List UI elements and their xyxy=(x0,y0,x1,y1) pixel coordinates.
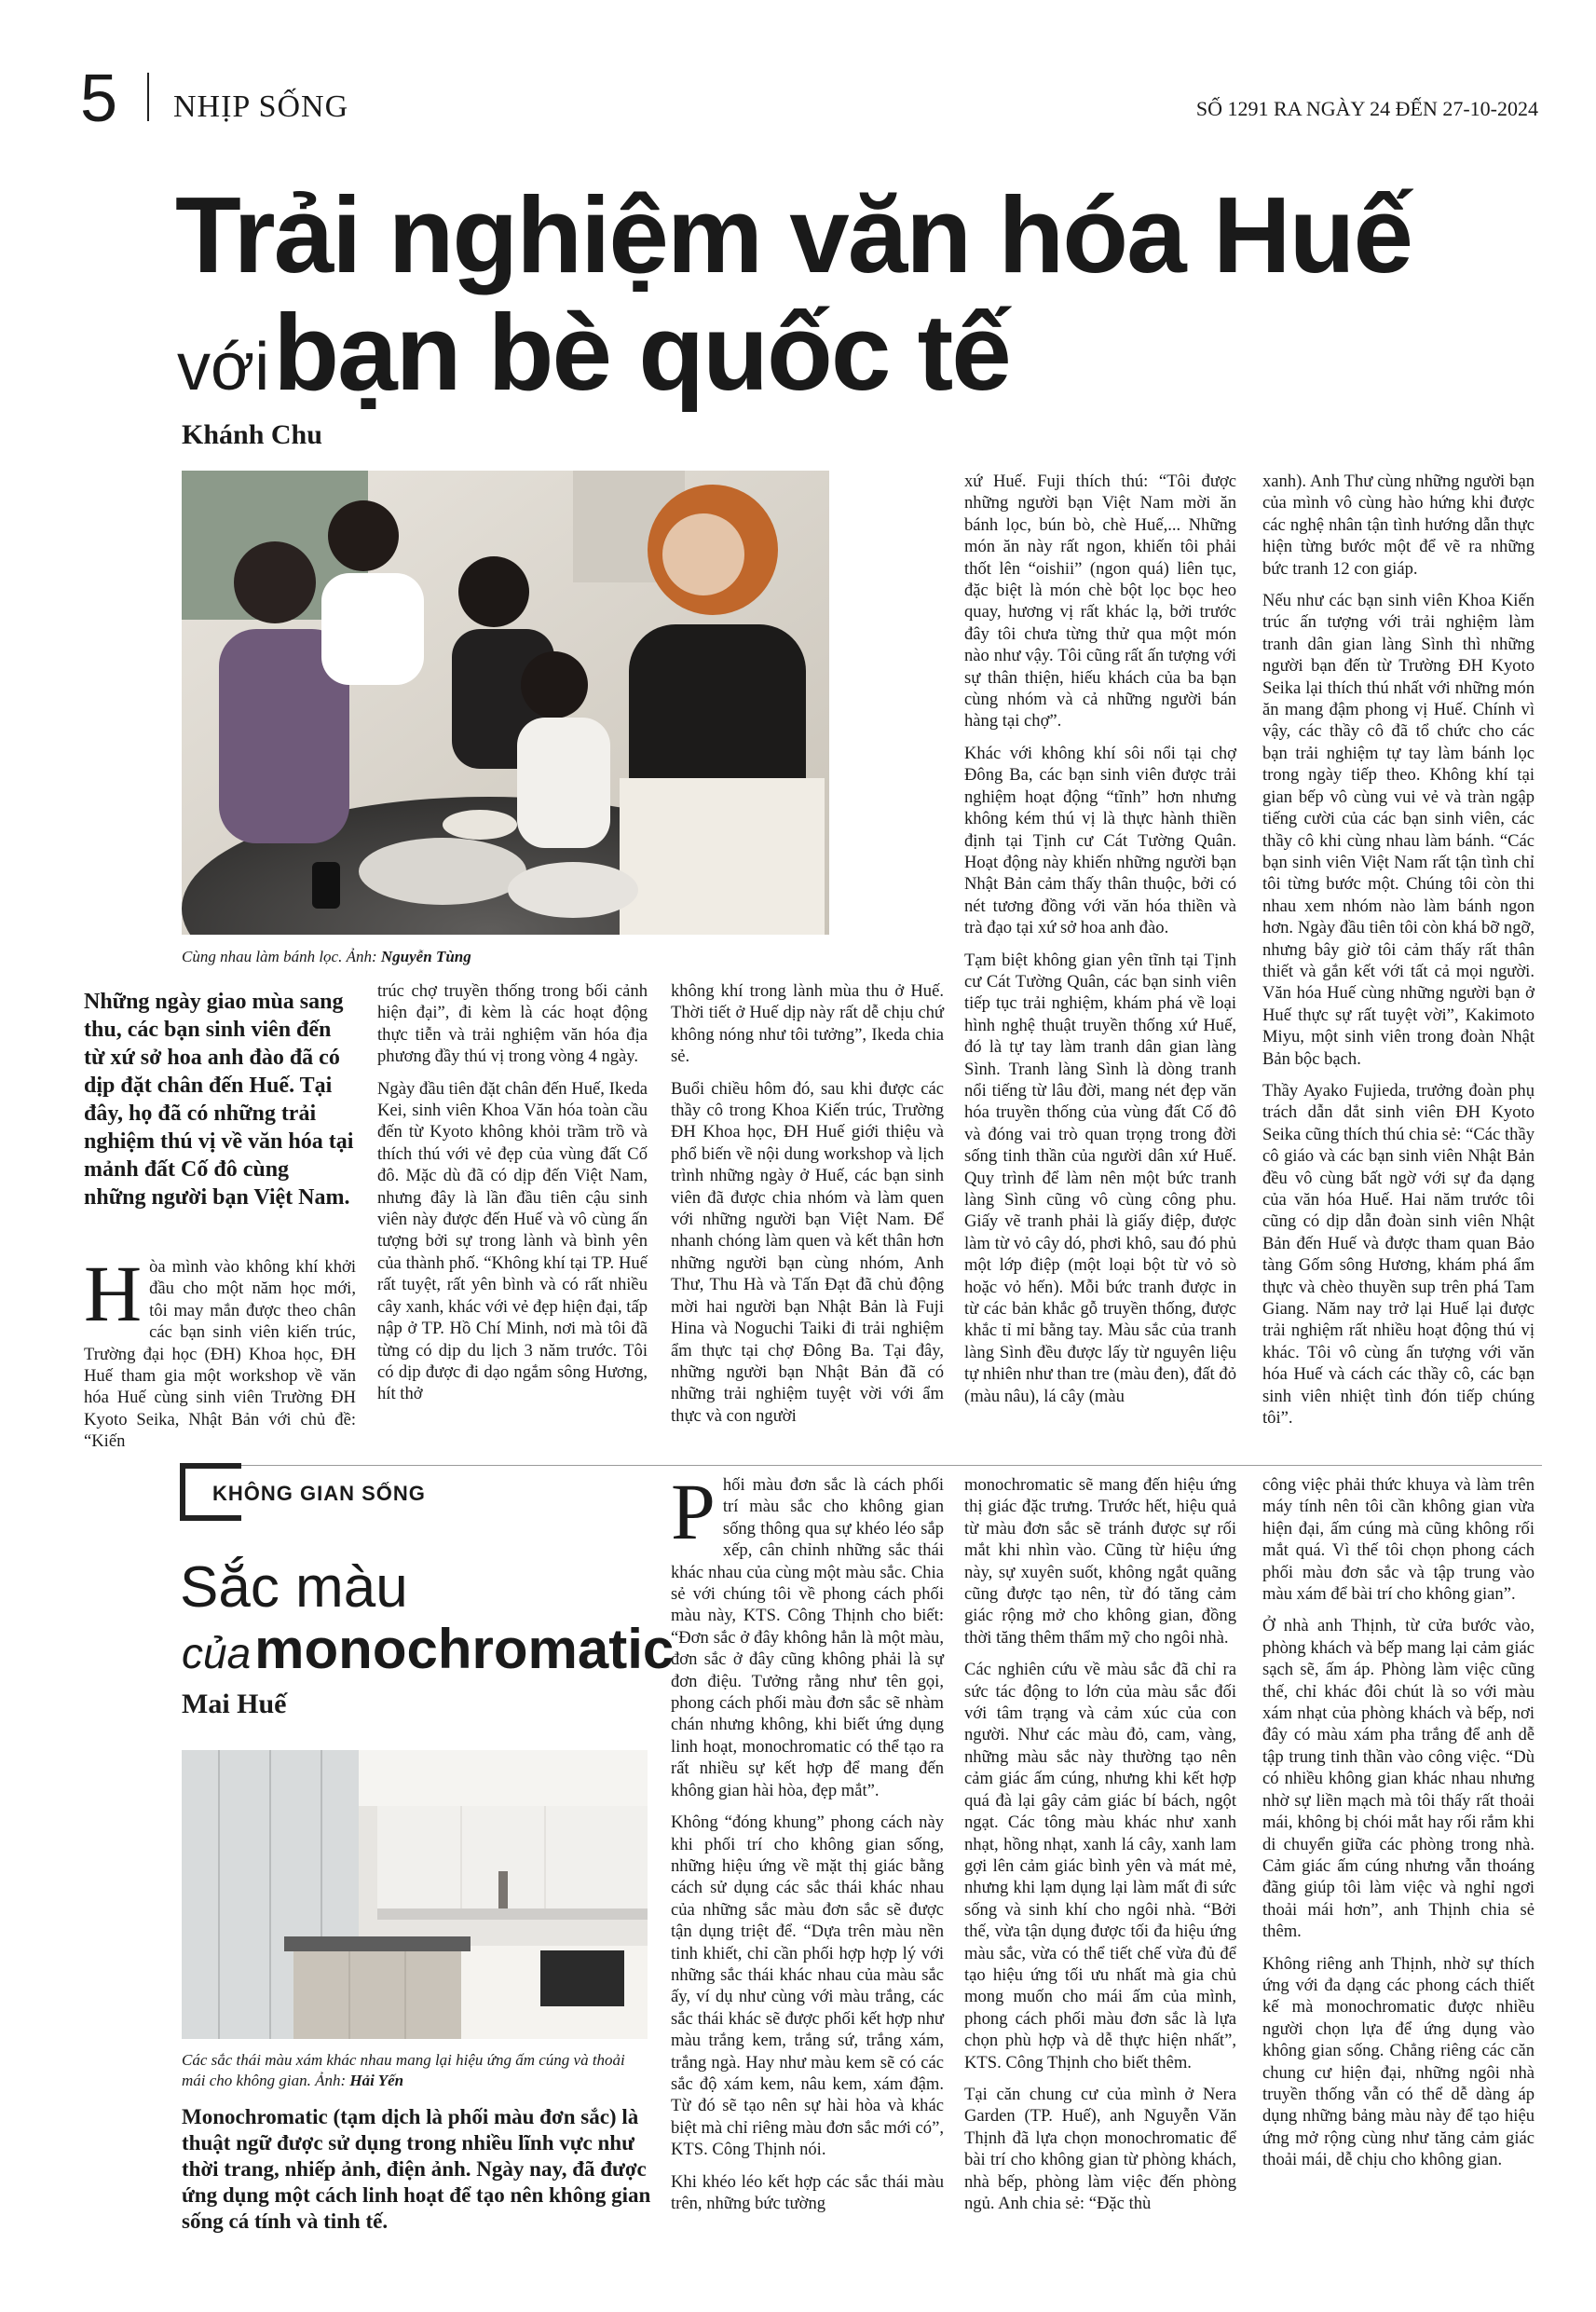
article-column xyxy=(1262,471,1535,1439)
title-main: monochromatic xyxy=(254,1618,675,1680)
article-title: Trải nghiệm văn hóa Huế xyxy=(175,174,1412,295)
paragraph: không khí trong lành mùa thu ở Huế. Thời tiết ở Huế dịp này rất dễ chịu chứ không nóng như tôi tưởng”, Ikeda chia sẻ. xyxy=(671,981,944,1067)
article-column xyxy=(964,471,1236,1417)
drop-cap: P xyxy=(671,1467,716,1556)
section-separator xyxy=(238,1465,1542,1466)
article2-title-line2 xyxy=(182,1618,674,1696)
title-prefix: của xyxy=(182,1629,252,1677)
paragraph: Buổi chiều hôm đó, sau khi được các thầy cô trong Khoa Kiến trúc, Trường ĐH Khoa học, ĐH Huế giới thiệu và phổ biến về nội dung workshop và lịch trình những ngày ở Huế, các bạn sinh viên đã được chia nhóm và làm quen với những người bạn Việt Nam. Để nhanh chóng làm quen và kết thân hơn những người bạn cùng nhóm, Anh Thư, Thu Hà và Tấn Đạt đã chủ động mời hai người bạn Nhật Bản là Fuji Hina và Noguchi Taiki đi trải nghiệm ẩm thực tại chợ Đông Ba. Tại đây, những người bạn Nhật Bản đã có những trải nghiệm tuyệt vời với ẩm thực và con người xyxy=(671,1078,944,1426)
article-column xyxy=(964,1474,1236,2224)
article-column xyxy=(1262,1474,1535,2182)
paragraph: xứ Huế. Fuji thích thú: “Tôi được những người bạn Việt Nam mời ăn bánh lọc, bún bò, chè Huế,... Những món ăn này rất ngon, khiến tôi phải thốt lên “oishii” (ngon quá) liên tục, đặc biệt là món chè bột lọc bọc heo quay, hương vị rất khác lạ, bởi trước đây tôi chưa từng thử qua một món nào như vậy. Tôi cũng rất ấn tượng với sự thân thiện, hiếu khách của ba bạn cùng nhóm và cả những người bán hàng tại chợ”. xyxy=(964,472,1236,732)
paragraph: Không riêng anh Thịnh, nhờ sự thích ứng với đa dạng các phong cách thiết kế mà monochromatic được nhiều người chọn lựa để ứng dụng vào không gian sống. Chẳng riêng các căn chung cư hiện đại, những ngôi nhà truyền thống vẫn có thể dễ dàng áp dụng những bảng màu này để tạo hiệu ứng mở rộng cùng như tăng cảm giác thoải mái, dễ chịu cho không gian. xyxy=(1262,1953,1535,2170)
byline: Mai Huế xyxy=(182,1689,287,1719)
photo-credit: Nguyễn Tùng xyxy=(380,948,471,965)
kitchen-photo xyxy=(182,1750,648,2039)
title-prefix: với xyxy=(177,330,270,404)
article2-title: Sắc màu xyxy=(180,1555,408,1620)
paragraph: xanh). Anh Thư cùng những người bạn của mình vô cùng hào hứng khi được các nghệ nhân tận tình hướng dẫn thực hiện từng bước một để vẽ ra những bức tranh 12 con giáp. xyxy=(1262,472,1535,579)
drop-cap: H xyxy=(84,1249,143,1338)
paragraph: công việc phải thức khuya và làm trên máy tính nên tôi cần không gian vừa hiện đại, ấm cúng mà cũng không rối mắt quá. Vì thế tôi chọn phong cách phối màu đơn sắc và tập trung vào màu xám để bài trí cho không gian”. xyxy=(1262,1475,1535,1605)
paragraph: Tạm biệt không gian yên tĩnh tại Tịnh cư Cát Tường Quân, các bạn sinh viên tiếp tục trải nghiệm, khám phá về loại hình nghệ thuật truyền thống xứ Huế, đó là tự tay làm tranh dân gian làng Sình. Tranh làng Sình là dòng tranh nổi tiếng từ lâu đời, mang nét đẹp văn hóa truyền thống của vùng đất Cố đô và đóng vai trò quan trọng trong đời sống tinh thần của người dân xứ Huế. Quy trình để làm nên một bức tranh làng Sình cũng vô cùng công phu. Giấy vẽ tranh phải là giấy điệp, được làm từ vỏ cây dó, phơi khô, sau đó phủ một lớp điệp (một loại bột từ vỏ sò hoặc vỏ hến). Mỗi bức tranh được in từ các bản khắc gỗ truyền thống, được khắc tỉ mỉ bằng tay. Màu sắc của tranh làng Sình đều được lấy từ nguyên liệu tự nhiên như than tre (màu đen), đất đỏ (màu nâu), lá cây (màu xyxy=(964,950,1236,1406)
paragraph: Không “đóng khung” phong cách này khi phối trí cho không gian sống, những hiệu ứng về mặt thị giác bằng cách sử dụng các sắc thái khác nhau của những sắc màu đơn sắc sẽ được tận dụng triệt để. “Dựa trên màu nền tinh khiết, chỉ cần phối hợp hợp lý với những sắc thái khác nhau của màu sắc ấy, ví dụ như cùng với màu trắng, các sắc thái khác sẽ được phối kết hợp như màu trắng kem, trắng sứ, trắng xám, trắng ngà. Hay như màu kem sẽ có các sắc độ xám kem, nâu kem, xám đậm. Từ đó sẽ tạo nên sự hài hòa và khác biệt mà chỉ riêng màu đơn sắc mới có”, KTS. Công Thịnh nói. xyxy=(671,1813,944,2160)
paragraph: trúc chợ truyền thống trong bối cảnh hiện đại”, đi kèm là các hoạt động thực tiễn và trải nghiệm văn hóa địa phương đầy thú vị trong vòng 4 ngày. xyxy=(377,981,648,1067)
photo-caption: Cùng nhau làm bánh lọc. Ảnh: Nguyễn Tùng xyxy=(182,948,471,965)
paragraph: Ngày đầu tiên đặt chân đến Huế, Ikeda Kei, sinh viên Khoa Văn hóa toàn cầu đến từ Kyoto không khỏi trầm trồ và thích thú với vẻ đẹp của vùng đất Cố đô. Mặc dù đã có dịp đến Việt Nam, nhưng đây là lần đầu tiên cậu sinh viên này được đến Huế và vô cùng ấn tượng bởi sự trong lành và bình yên của thành phố. “Không khí tại TP. Huế rất tuyệt, rất yên bình và có rất nhiều cây xanh, khác với vẻ đẹp hiện đại, tấp nập ở TP. Hồ Chí Minh, nơi mà tôi đã từng có dịp du lịch 3 năm trước. Tôi có dịp được đi dạo ngắm sông Hương, hít thở xyxy=(377,1078,648,1404)
paragraph: Ở nhà anh Thịnh, từ cửa bước vào, phòng khách và bếp mang lại cảm giác sạch sẽ, ấm áp. Phòng làm việc cũng thế, chỉ khác đôi chút là so với màu xám nhạt của phòng khách và bếp, nơi đây có màu xám pha trắng để anh dễ tập trung tinh thần vào công việc. “Dù có nhiều không gian khác nhau nhưng nhờ sự liền mạch mà tôi thấy rất thoải mái, không bị chói mắt hay rối rắm khi di chuyển giữa các phòng trong nhà. Cảm giác ấm cúng nhưng vẫn thoáng đãng giúp tôi làm việc và nghỉ ngơi thoải mái hơn”, anh Thịnh chia sẻ thêm. xyxy=(1262,1616,1535,1942)
paragraph: Thầy Ayako Fujieda, trưởng đoàn phụ trách dẫn dắt sinh viên ĐH Kyoto Seika cũng thích thú chia sẻ: “Các thầy cô giáo và các bạn sinh viên Nhật Bản đều vô cùng bất ngờ với sự đa dạng của văn hóa Huế. Hai năm trước tôi cũng có dịp dẫn đoàn sinh viên Nhật Bản đến Huế và được tham quan Bảo tàng Gốm sông Hương, khám phá ẩm thực và chèo thuyền sup trên phá Tam Giang. Năm nay trở lại Huế lại được trải nghiệm rất nhiều hoạt động thú vị khác. Tôi vô cùng ấn tượng với văn hóa Huế và cách các thầy cô, các bạn sinh viên nhiệt tình đón tiếp chúng tôi”. xyxy=(1262,1080,1535,1429)
section-name: NHỊP SỐNG xyxy=(173,89,349,124)
issue-info: SỐ 1291 RA NGÀY 24 ĐẾN 27-10-2024 xyxy=(1195,97,1538,120)
byline: Khánh Chu xyxy=(182,419,322,450)
article-column: Phối màu đơn sắc là cách phối trí màu sắc cho không gian sống thông qua sự khéo léo sắp xếp, cân chỉnh những sắc thái khác nhau của cùng một màu sắc. Chia sẻ với chúng tôi về phong cách phối màu này, KTS. Công Thịnh cho biết: “Đơn sắc ở đây không hẳn là một màu, đơn sắc ở đây cũng không phải là sự đơn điệu. Tưởng rằng như tên gọi, phong cách phối màu đơn sắc sẽ nhàm chán nhưng không, khi biết ứng dụng linh hoạt, monochromatic có thể tạo ra rất nhiều sự kết hợp để mang đến không gian hài hòa, đẹp mắt”. Không “đóng khung” phong cách này khi phối trí cho không gian sống, những hiệu ứng về mặt thị giác bằng cách sử dụng các sắc thái khác nhau của những sắc màu đơn sắc sẽ được tận dụng triệt để. “Dựa trên màu nền tinh khiết, chỉ cần phối hợp hợp lý với những sắc thái khác nhau của màu sắc ấy, ví dụ như cùng với màu trắng, các sắc thái khác sẽ được phối kết hợp như màu trắng kem, trắng sứ, trắng xám, trắng ngà. Hay như màu kem sẽ có các sắc độ xám kem, nâu kem, xám đậm. Từ đó sẽ tạo nên sự hài hòa và khác biệt mà chỉ riêng màu đơn sắc mới có”, KTS. Công Thịnh nói. Khi khéo léo kết hợp các sắc thái màu trên, những bức tường xyxy=(671,1467,944,2213)
paragraph: Khi khéo léo kết hợp các sắc thái màu trên, những bức tường xyxy=(671,2171,944,2213)
photo-credit: Hải Yến xyxy=(349,2072,404,2089)
article-column xyxy=(671,980,944,1437)
article-column xyxy=(377,980,648,1416)
article-column: Hòa mình vào không khí khởi đầu cho một năm học mới, tôi may mắn được theo chân các bạn sinh viên kiến trúc, Trường đại học (ĐH) Khoa học, ĐH Huế tham gia một workshop về văn hóa Huế cùng sinh viên Trường ĐH Kyoto Seika, Nhật Bản với chủ đề: “Kiến xyxy=(84,1249,356,1452)
article2-lede: Monochromatic (tạm dịch là phối màu đơn sắc) là thuật ngữ được sử dụng trong nhiều lĩnh vực như thời trang, nhiếp ảnh, điện ảnh. Ngày nay, đã được ứng dụng một cách linh hoạt để tạo nên không gian sống cá tính và tinh tế. xyxy=(182,2105,651,2233)
title-main: bạn bè quốc tế xyxy=(273,292,1010,413)
paragraph: Khác với không khí sôi nổi tại chợ Đông Ba, các bạn sinh viên được trải nghiệm hoạt động “tĩnh” hơn nhưng không kém thú vị là thực hành thiền định tại Tịnh cư Cát Tường Quân. Hoạt động này khiến những người bạn Nhật Bản cảm thấy thân thuộc, bởi có nét tương đồng với văn hóa thiền và trà đạo tại xứ sở hoa anh đào. xyxy=(964,743,1236,938)
cooking-photo xyxy=(182,471,829,935)
paragraph: monochromatic sẽ mang đến hiệu ứng thị giác đặc trưng. Trước hết, hiệu quả từ màu đơn sắc sẽ tránh được sự rối mắt khi nhìn vào. Cũng từ hiệu ứng này, sự xuyên suốt, không ngắt quãng cũng được tạo nên, từ đó tăng cảm giác rộng mở cho không gian, đồng thời tăng thêm thẩm mỹ cho ngôi nhà. xyxy=(964,1475,1236,1648)
page-number: 5 xyxy=(80,62,118,136)
section-label: KHÔNG GIAN SỐNG xyxy=(212,1482,426,1505)
article-lede: Những ngày giao mùa sang thu, các bạn sinh viên đến từ xứ sở hoa anh đào đã có dịp đặt chân đến Huế. Tại đây, họ đã có những trải nghiệm thú vị về văn hóa tại mảnh đất Cố đô cùng những người bạn Việt Nam. xyxy=(84,990,354,1210)
paragraph: Nếu như các bạn sinh viên Khoa Kiến trúc ấn tượng với trải nghiệm làm tranh dân gian làng Sình thì những người bạn đến từ Trường ĐH Kyoto Seika lại thích thú nhất với những món ăn mang đậm phong vị Huế. Chính vì vậy, các thầy cô đã tổ chức cho các bạn trải nghiệm tự tay làm bánh lọc trong ngày tiếp theo. Không khí tại gian bếp vô cùng vui vẻ và tràn ngập tiếng cười của các bạn sinh viên, các thầy cô khi cùng nhau làm bánh. “Các bạn sinh viên Việt Nam rất tận tình chỉ tôi từng bước một. Chúng tôi còn thi nhau xem nhóm nào làm bánh ngon hơn. Ngày đầu tiên tôi còn khá bỡ ngỡ, nhưng bây giờ tôi cảm thấy rất thân thiết và gắn kết với tất cả mọi người. Văn hóa Huế cùng những người bạn ở Huế thực sự rất tuyệt vời”, Kakimoto Miyu, một sinh viên trong đoàn Nhật Bản bộc bạch. xyxy=(1262,591,1535,1069)
photo-caption: Các sắc thái màu xám khác nhau mang lại hiệu ứng ấm cúng và thoải mái cho không gian. Ảnh: Hải Yến xyxy=(182,2051,625,2089)
paragraph: Tại căn chung cư của mình ở Nera Garden (TP. Huế), anh Nguyễn Văn Thịnh đã lựa chọn monochromatic để bài trí cho không gian từ phòng khách, nhà bếp, phòng làm việc đến phòng ngủ. Anh chia sẻ: “Đặc thù xyxy=(964,2084,1236,2213)
header-divider xyxy=(147,73,149,121)
paragraph: Các nghiên cứu về màu sắc đã chỉ ra sức tác động to lớn của màu sắc đối với tâm trạng và cảm xúc của con người. Như các màu đỏ, cam, vàng, những màu sắc này thường tạo nên cảm giác ấm cúng, nhưng khi kết hợp quá đà lại gây cảm giác bí bách, ngột ngạt. Các tông màu khác như xanh nhạt, hồng nhạt, xanh lá cây, xanh lam gợi lên cảm giác bình yên và mát mẻ, nhưng khi lạm dụng lại làm mất đi sức sống và sinh khí cho ngôi nhà. “Bởi thế, vừa tận dụng được tối đa hiệu ứng màu sắc, vừa có thể tiết chế vừa đủ để tạo hiệu ứng tối ưu nhất mà gia chủ mong muốn cho mái ấm của mình, phong cách phối màu đơn sắc là lựa chọn phù hợp và dễ thực hiện nhất”, KTS. Công Thịnh cho biết thêm. xyxy=(964,1660,1236,2073)
